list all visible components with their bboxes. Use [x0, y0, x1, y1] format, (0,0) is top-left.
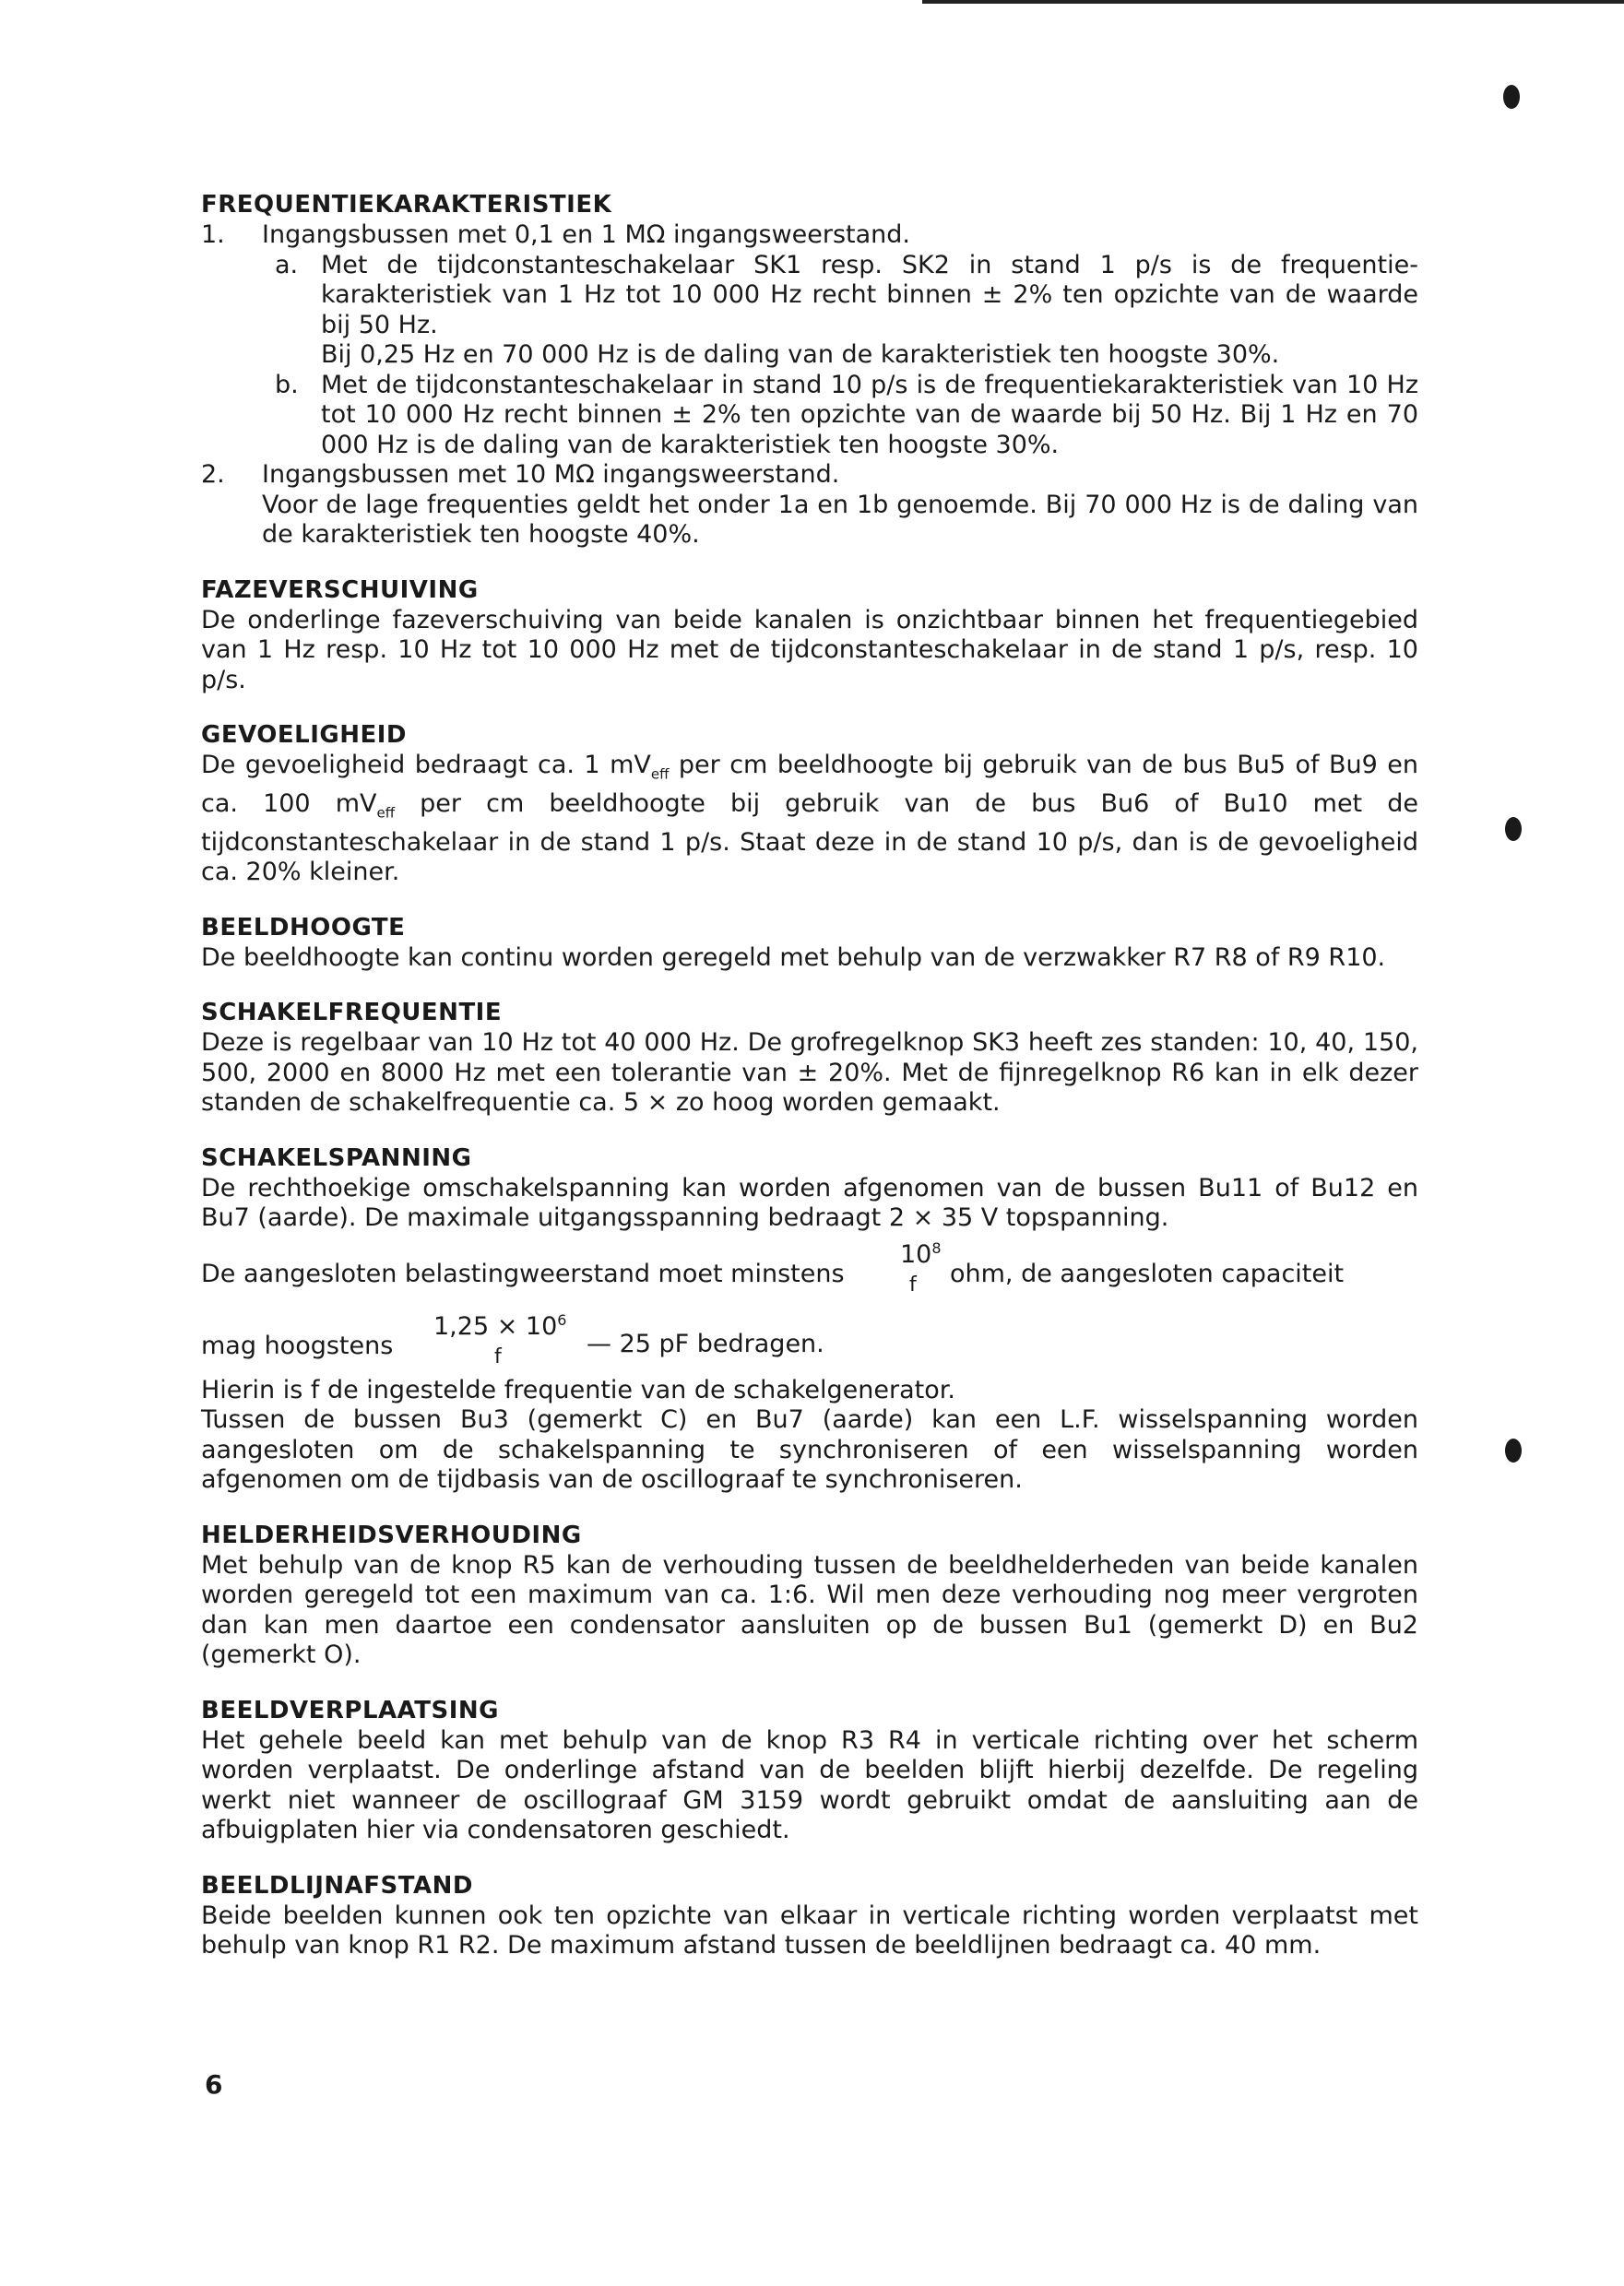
- list-item: [201, 460, 1418, 491]
- section-schakelspanning: [201, 1143, 1418, 1496]
- section-text: Het gehele beeld kan met behulp van de knop R3 R4 in verticale richting over het scherm worden verplaatst. De onderlinge afstand van de beelden blijft hierbij dezelfde. De regeling werkt niet wanneer de oscillograaf GM 3159 wordt gebruikt omdat de aansluiting aan de afbuigplaten hier via condensatoren geschiedt.: [201, 1725, 1418, 1845]
- section-frequentiekarakteristiek: [201, 189, 1418, 551]
- sub-item-letter: b.: [275, 370, 299, 399]
- fraction-denominator: f: [494, 1344, 502, 1368]
- formula-line-resistance: [201, 1234, 1418, 1302]
- list-item: [201, 220, 1418, 251]
- page-content: [201, 189, 1418, 1961]
- fraction-numerator: [900, 1234, 942, 1271]
- section-text: Hierin is f de ingestelde frequentie van de schakelgenerator.: [201, 1375, 955, 1404]
- section-text: Tussen de bussen Bu3 (gemerkt C) en Bu7 (aarde) kan een L.F. wisselspanning worden aangesloten om de schakelspanning te synchroniseren of een wisselspanning worden afgenomen om de tijdbasis van de oscillograaf te synchroniseren.: [201, 1405, 1418, 1495]
- formula-line-capacitance: [201, 1302, 1418, 1376]
- text-run: per cm beeldhoogte bij gebruik van de bus Bu5 of Bu9 en ca. 100 mV: [201, 751, 1418, 818]
- sub-item-text: Met de tijdconstanteschakelaar SK1 resp. SK2 in stand 1 p/s is de frequentiekarakteristiek van 1 Hz tot 10 000 Hz recht binnen ± 2% ten opzichte van de waarde bij 50 Hz.: [321, 250, 1418, 339]
- section-fazeverschuiving: [201, 574, 1418, 696]
- section-text: De beeldhoogte kan continu worden geregeld met behulp van de verzwakker R7 R8 of R9 R10.: [201, 942, 1386, 972]
- section-heading: BEELDVERPLAATSING: [201, 1696, 499, 1724]
- section-beeldlijnafstand: [201, 1870, 1418, 1961]
- section-heading: BEELDHOOGTE: [201, 913, 406, 942]
- section-text: Met behulp van de knop R5 kan de verhouding tussen de beeldhelderheden van beide kanalen worden geregeld tot een maximum van ca. 1:6. Wil men deze verhouding nog meer vergroten dan kan men daartoe een condensator aansluiten op de bussen Bu1 (gemerkt D) en Bu2 (gemerkt O).: [201, 1550, 1418, 1670]
- punch-hole-mark: [1503, 85, 1520, 109]
- text-run: De gevoeligheid bedraagt ca. 1 mV: [201, 751, 651, 779]
- formula-text-before: De aangesloten belastingweerstand moet minstens: [201, 1259, 845, 1288]
- formula-text-after: — 25 pF bedragen.: [587, 1329, 824, 1358]
- item-number: 1.: [201, 220, 225, 249]
- section-beeldverplaatsing: [201, 1695, 1418, 1846]
- punch-hole-mark: [1505, 1439, 1522, 1463]
- fraction-denominator: f: [909, 1273, 917, 1297]
- top-edge-line: [922, 0, 1624, 4]
- exponent: 8: [931, 1238, 942, 1257]
- formula-text-after: ohm, de aangesloten capaciteit: [950, 1259, 1345, 1288]
- section-text: De onderlinge fazeverschuiving van beide kanalen is onzichtbaar binnen het frequentiegebied van 1 Hz resp. 10 Hz tot 10 000 Hz met de tijdconstanteschakelaar in de stand 1 p/s, resp. 10 p/s.: [201, 605, 1418, 694]
- section-text: [201, 751, 1418, 888]
- section-heading: SCHAKELFREQUENTIE: [201, 999, 503, 1027]
- item-number: 2.: [201, 460, 225, 489]
- item-continuation: Voor de lage frequenties geldt het onder 1a en 1b genoemde. Bij 70 000 Hz is de daling van de karakteristiek ten hoogste 40%.: [262, 490, 1418, 549]
- section-heading: FAZEVERSCHUIVING: [201, 575, 479, 604]
- section-gevoeligheid: [201, 719, 1418, 888]
- subscript-eff: eff: [376, 804, 396, 822]
- section-helderheidsverhouding: [201, 1520, 1418, 1671]
- sub-item: [201, 251, 1418, 341]
- sub-item-letter: a.: [275, 250, 299, 279]
- section-text: Deze is regelbaar van 10 Hz tot 40 000 Hz. De grofregelknop SK3 heeft zes standen: 10, 40, 150, 500, 2000 en 8000 Hz met een tolerantie van ± 20%. Met de fijnregelknop R6 kan in elk dezer standen de schakelfrequentie ca. 5 × zo hoog worden gemaakt.: [201, 1028, 1418, 1118]
- section-heading: SCHAKELSPANNING: [201, 1143, 472, 1172]
- fraction-numerator: [433, 1306, 566, 1343]
- section-heading: GEVOELIGHEID: [201, 721, 407, 749]
- page-number: 6: [205, 2069, 223, 2100]
- section-text: De rechthoekige omschakelspanning kan worden afgenomen van de bussen Bu11 of Bu12 en Bu7 (aarde). De maximale uitgangsspanning bedraagt 2 × 35 V topspanning.: [201, 1173, 1418, 1233]
- section-heading: BEELDLIJNAFSTAND: [201, 1871, 473, 1900]
- sub-item-continuation: Bij 0,25 Hz en 70 000 Hz is de daling van de karakteristiek ten hoogste 30%.: [321, 340, 1280, 369]
- formula-text-before: mag hoogstens: [201, 1331, 394, 1360]
- item-text: Ingangsbussen met 10 MΩ ingangsweerstand.: [262, 460, 840, 489]
- text-run: per cm beeldhoogte bij gebruik van de bus Bu6 of Bu10 met de tijdconstanteschakelaar in de stand 1 p/s. Staat deze in de stand 10 p/s, dan is de gevoeligheid ca. 20% kleiner.: [201, 788, 1418, 887]
- sub-item: [201, 371, 1418, 461]
- punch-hole-mark: [1505, 817, 1522, 841]
- numerator-text: 1,25 × 10: [433, 1311, 558, 1341]
- section-text: Beide beelden kunnen ook ten opzichte van elkaar in verticale richting worden verplaatst met behulp van knop R1 R2. De maximum afstand tussen de beeldlijnen bedraagt ca. 40 mm.: [201, 1901, 1418, 1960]
- section-beeldhoogte: [201, 912, 1418, 974]
- section-schakelfrequentie: [201, 997, 1418, 1119]
- subscript-eff: eff: [650, 765, 670, 783]
- section-heading: FREQUENTIEKARAKTERISTIEK: [201, 191, 612, 219]
- section-heading: HELDERHEIDSVERHOUDING: [201, 1521, 582, 1549]
- sub-item-text: Met de tijdconstanteschakelaar in stand 10 p/s is de frequentiekarakteristiek van 10 Hz tot 10 000 Hz recht binnen ± 2% ten opzichte van de waarde bij 50 Hz. Bij 1 Hz en 70 000 Hz is de daling van de karakteristiek ten hoogste 30%.: [321, 370, 1418, 459]
- item-text: Ingangsbussen met 0,1 en 1 MΩ ingangsweerstand.: [262, 220, 911, 249]
- numerator-text: 10: [900, 1239, 932, 1269]
- exponent: 6: [557, 1310, 567, 1329]
